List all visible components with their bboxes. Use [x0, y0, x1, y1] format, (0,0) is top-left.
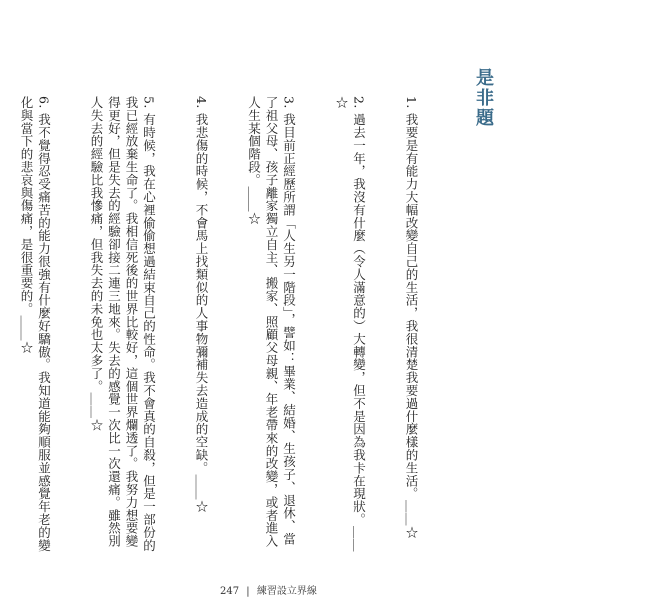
question-item-2: 2. 過去一年，我沒有什麼（令人滿意的）大轉變，但不是因為我卡在現狀。＿＿☆: [334, 96, 367, 552]
true-false-question-list: [19, 96, 455, 556]
chapter-title: 練習設立界線: [256, 586, 317, 597]
question-item-5: 5. 有時候，我在心裡偷偷想過結束自己的性命。我不會真的自殺，但是一部份的我已經放棄生命了。我相信死後的世界比較好，這個世界爛透了。我努力想要變得更好，但是失去的經驗卻接二連三地來。失去的感覺一次比一次還痛。雖然別人失去的經驗比我慘痛，但我失去的未免也太多了。＿＿☆: [89, 96, 157, 552]
page-footer: [220, 582, 317, 597]
question-item-3: 3. 我目前正經歷所謂「人生另一階段」，譬如：畢業、結婚、生孩子、退休、當了祖父母、孩子離家獨立自主、搬家、照顧父母親、年老帶來的改變，或者進入人生某個階段。＿＿☆: [246, 96, 297, 548]
page-number: 247: [220, 586, 240, 597]
footer-separator: |: [246, 586, 250, 597]
question-item-6: 6. 我不覺得忍受痛苦的能力很強有什麼好驕傲。我知道能夠順服並感覺年老的變化與當下的悲哀與傷痛，是很重要的。＿＿☆: [19, 96, 52, 552]
question-item-1: 1. 我要是有能力大幅改變自己的生活，我很清楚我要過什麼樣的生活。＿＿☆: [404, 96, 419, 539]
question-item-4: 4. 我悲傷的時候，不會馬上找類似的人事物彌補失去造成的空缺。＿＿☆: [194, 96, 209, 513]
section-title: 是非題: [473, 68, 494, 128]
